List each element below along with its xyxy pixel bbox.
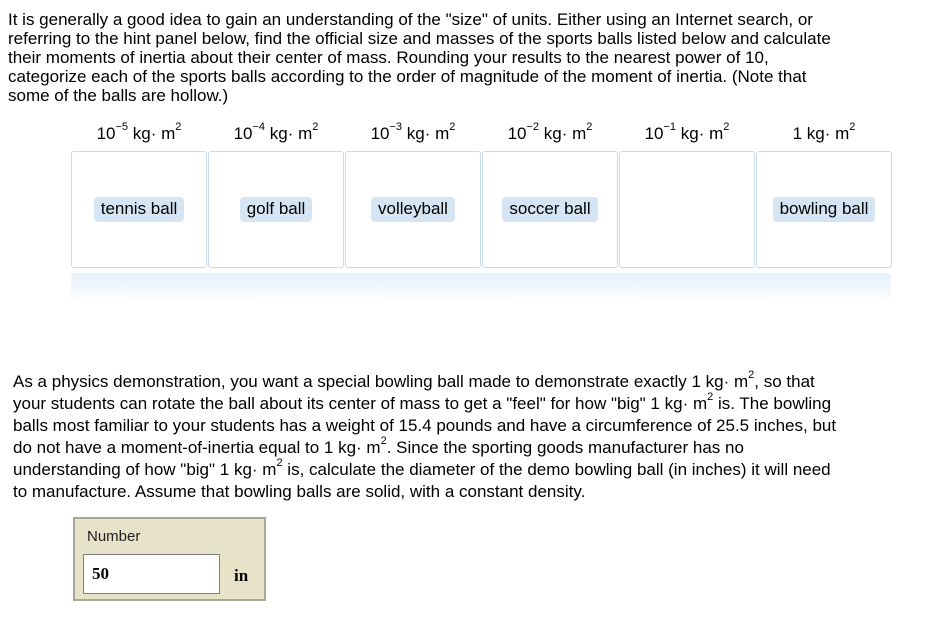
item-bank[interactable] xyxy=(71,273,891,303)
bin-header-1e-4: $10^{-4}$ $kg\cdot m^2$ xyxy=(233,121,319,143)
bin-header-1e-3: $10^{-3}$ $kg\cdot m^2$ xyxy=(370,121,456,143)
question-line: your students can rotate the ball about its center of mass to get a "feel" for how "big" 1 $kg\cdot m^2$ is. The bowling xyxy=(13,391,832,413)
draggable-chip-volleyball[interactable]: volleyball xyxy=(371,197,455,222)
instructions-text xyxy=(8,10,933,105)
drop-zone-1e-2[interactable] xyxy=(482,151,618,268)
draggable-chip-golf-ball[interactable]: golf ball xyxy=(240,197,313,222)
draggable-chip-tennis-ball[interactable]: tennis ball xyxy=(94,197,185,222)
bin-header-1: 1 $kg\cdot m^2$ xyxy=(792,121,856,143)
bin-header-1e-5: $10^{-5}$ $kg\cdot m^2$ xyxy=(96,121,182,143)
drop-zone-1e-1[interactable] xyxy=(619,151,755,268)
drop-zone-1[interactable] xyxy=(756,151,892,268)
instructions-line: categorize each of the sports balls according to the order of magnitude of the moment of inertia. (Note that xyxy=(8,67,807,86)
question-line: understanding of how "big" 1 $kg\cdot m^2$ is, calculate the diameter of the demo bowling ball (in inches) it will need xyxy=(13,457,831,479)
drop-zone-1e-3[interactable] xyxy=(345,151,481,268)
bin-header-1e-2: $10^{-2}$ $kg\cdot m^2$ xyxy=(507,121,593,143)
question-line: As a physics demonstration, you want a special bowling ball made to demonstrate exactly 1 $kg\cdot m^2$, so that xyxy=(13,369,815,391)
drop-zone-1e-5[interactable] xyxy=(71,151,207,268)
bin-header-1e-1: $10^{-1}$ $kg\cdot m^2$ xyxy=(644,121,730,143)
question-line: balls most familiar to your students has a weight of 15.4 pounds and have a circumference of 25.5 inches, but xyxy=(13,416,837,435)
draggable-chip-bowling-ball[interactable]: bowling ball xyxy=(773,197,876,222)
answer-input[interactable] xyxy=(83,554,220,594)
draggable-chip-soccer-ball[interactable]: soccer ball xyxy=(502,197,597,222)
instructions-line: their moments of inertia about their center of mass. Rounding your results to the nearest power of 10, xyxy=(8,48,769,67)
question-line: do not have a moment-of-inertia equal to 1 $kg\cdot m^2$. Since the sporting goods manufacturer has no xyxy=(13,435,744,457)
question-line: to manufacture. Assume that bowling balls are solid, with a constant density. xyxy=(13,482,586,501)
answer-label: Number xyxy=(87,528,141,545)
bin-headers xyxy=(71,123,891,147)
sorting-bins xyxy=(71,151,891,268)
instructions-line: referring to the hint panel below, find the official size and masses of the sports balls listed below and calculate xyxy=(8,29,831,48)
question-text xyxy=(13,371,933,503)
instructions-line: some of the balls are hollow.) xyxy=(8,86,229,105)
instructions-line: It is generally a good idea to gain an understanding of the "size" of units. Either using an Internet search, or xyxy=(8,10,813,29)
answer-unit: in xyxy=(234,566,249,585)
drop-zone-1e-4[interactable] xyxy=(208,151,344,268)
answer-box xyxy=(73,517,266,601)
